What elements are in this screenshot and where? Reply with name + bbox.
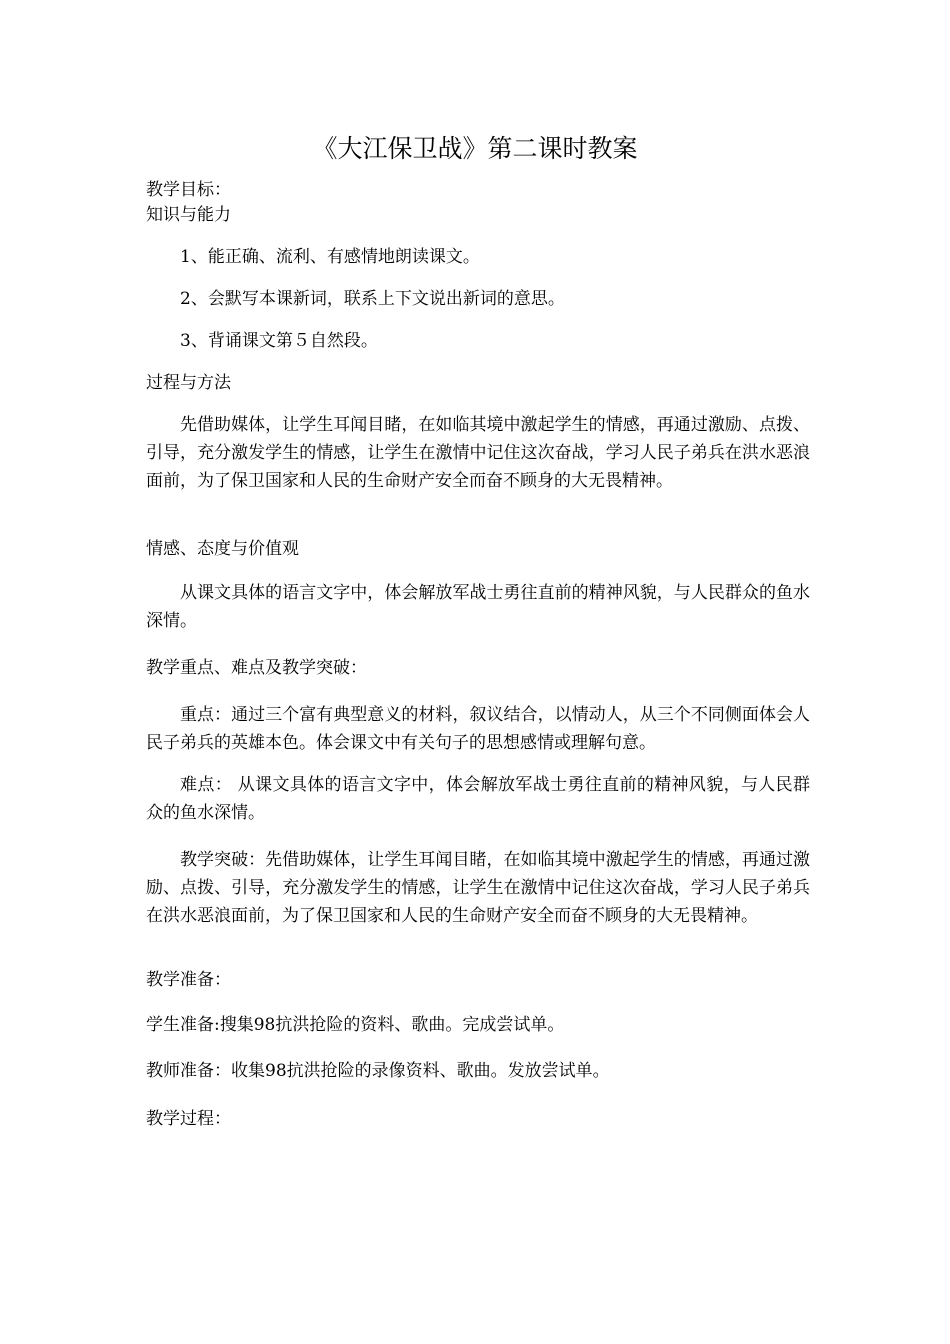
emotion-paragraph: 从课文具体的语言文字中，体会解放军战士勇往直前的精神风貌，与人民群众的鱼水深情。 <box>146 583 810 631</box>
document-title: 《大江保卫战》第二课时教案 <box>312 134 638 163</box>
teacher-preparation: 教师准备：收集98抗洪抢险的录像资料、歌曲。发放尝试单。 <box>146 1061 610 1081</box>
knowledge-heading: 知识与能力 <box>146 205 231 225</box>
process-heading: 过程与方法 <box>146 373 231 393</box>
preparation-heading: 教学准备： <box>146 970 231 990</box>
process-steps-heading: 教学过程： <box>146 1109 231 1129</box>
process-paragraph: 先借助媒体，让学生耳闻目睹，在如临其境中激起学生的情感，再通过激励、点拨、引导，充分激发学生的情感，让学生在激情中记住这次奋战，学习人民子弟兵在洪水恶浪面前，为了保卫国家和人民的生命财产安全而奋不顾身的大无畏精神。 <box>146 415 810 491</box>
knowledge-item-2: 2、会默写本课新词，联系上下文说出新词的意思。 <box>180 289 565 309</box>
key-point-paragraph: 重点：通过三个富有典型意义的材料，叙议结合，以情动人，从三个不同侧面体会人民子弟兵的英雄本色。体会课文中有关句子的思想感情或理解句意。 <box>146 705 810 753</box>
knowledge-item-3: 3、背诵课文第５自然段。 <box>180 331 378 351</box>
difficulty-paragraph: 难点： 从课文具体的语言文字中，体会解放军战士勇往直前的精神风貌，与人民群众的鱼水深情。 <box>146 775 810 823</box>
emotion-heading: 情感、态度与价值观 <box>146 539 299 559</box>
knowledge-item-1: 1、能正确、流利、有感情地朗读课文。 <box>180 247 480 267</box>
student-preparation: 学生准备:搜集98抗洪抢险的资料、歌曲。完成尝试单。 <box>146 1015 565 1035</box>
objectives-heading: 教学目标： <box>146 180 231 200</box>
key-points-heading: 教学重点、难点及教学突破： <box>146 658 367 678</box>
breakthrough-paragraph: 教学突破：先借助媒体，让学生耳闻目睹，在如临其境中激起学生的情感，再通过激励、点拨、引导，充分激发学生的情感，让学生在激情中记住这次奋战，学习人民子弟兵在洪水恶浪面前，为了保卫国家和人民的生命财产安全而奋不顾身的大无畏精神。 <box>146 850 810 926</box>
